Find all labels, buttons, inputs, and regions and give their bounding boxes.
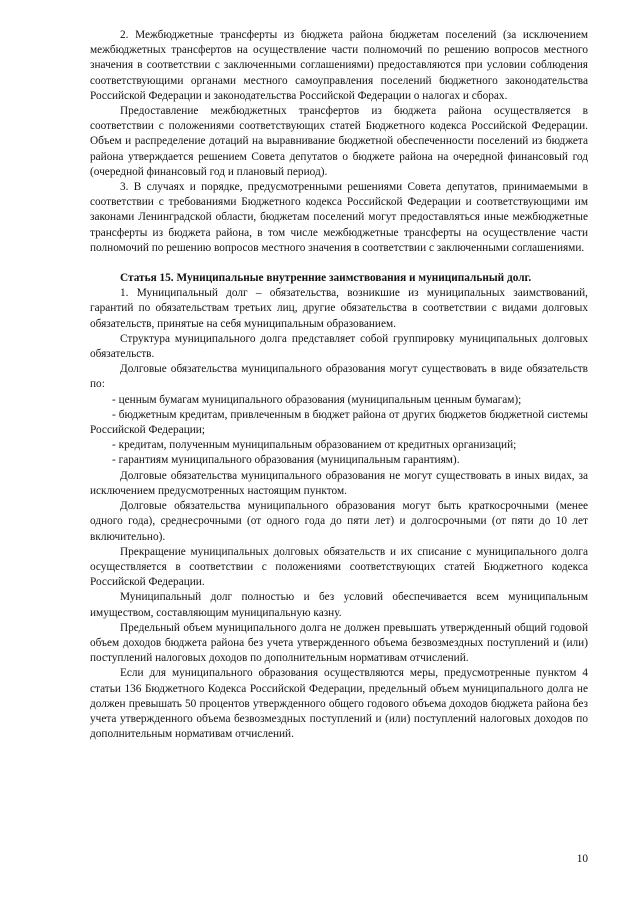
paragraph-section-3: 3. В случаях и порядке, предусмотренными решениями Совета депутатов, принимаемыми в соответствии с требованиями Бюджетного кодекса Российской Федерации и соответствующими им законами Ленинградской области, бюджетам поселений могут предоставляться иные межбюджетные трансферты из бюджета района, в том числе межбюджетные трансферты на осуществление части полномочий по решению вопросов местного значения в соответствии с заключенными соглашениями. — [90, 181, 588, 254]
paragraph-section-2: 2. Межбюджетные трансферты из бюджета района бюджетам поселений (за исключением межбюджетных трансфертов на осуществление части полномочий по решению вопросов местного значения в соответствии с заключенными соглашениями) предоставляются при условии соблюдения соответствующими органами местного самоуправления поселений бюджетного законодательства Российской Федерации и законодательства Российской Федерации о налогах и сборах. — [90, 29, 588, 102]
paragraph-debt-obligations-forms: Долговые обязательства муниципального образования могут существовать в виде обязательств по: — [90, 363, 588, 391]
article-15-title: Статья 15. Муниципальные внутренние заимствования и муниципальный долг. — [120, 272, 532, 285]
paragraph-debt-limit-special: Если для муниципального образования осуществляются меры, предусмотренные пунктом 4 статьи 136 Бюджетного Кодекса Российской Федерации, предельный объем муниципального долга не должен превышать 50 процентов утвержденного общего годового объема доходов бюджета района без учета утвержденного объема безвозмездных поступлений и (или) поступлений налоговых доходов по дополнительным нормативам отчислений. — [90, 667, 588, 741]
list-item: - кредитам, полученным муниципальным образованием от кредитных организаций; — [112, 439, 517, 452]
paragraph-debt-terms: Долговые обязательства муниципального образования могут быть краткосрочными (менее одного года), среднесрочными (от одного года до пяти лет) и долгосрочными (от пяти до 10 лет включительно). — [90, 500, 588, 543]
paragraph-municipal-debt-definition: 1. Муниципальный долг – обязательства, возникшие из муниципальных заимствований, гарантий по обязательствам третьих лиц, другие обязательства в соответствии с видами долговых обязательств, принятые на себя муниципальным образованием. — [90, 287, 588, 330]
paragraph-debt-termination: Прекращение муниципальных долговых обязательств и их списание с муниципального долга осуществляется в соответствии с положениями соответствующих статей Бюджетного кодекса Российской Федерации. — [90, 545, 588, 589]
paragraph-other-forms-excluded: Долговые обязательства муниципального образования не могут существовать в иных видах, за исключением предусмотренных настоящим пунктом. — [90, 469, 588, 497]
paragraph-transfers-provision: Предоставление межбюджетных трансфертов из бюджета района осуществляется в соответствии с положениями соответствующих статей Бюджетного кодекса Российской Федерации. Объем и распределение дотаций на выравнивание бюджетной обеспеченности поселений из бюджета района утверждается решением Совета депутатов о бюджете района на очередной финансовый год (очередной финансовый год и плановый период). — [90, 105, 588, 178]
paragraph-debt-security: Муниципальный долг полностью и без условий обеспечивается всем муниципальным имуществом, составляющим муниципальную казну. — [90, 591, 588, 619]
paragraph-debt-limit: Предельный объем муниципального долга не должен превышать утвержденный общий годовой объем доходов бюджета района без учета утвержденного объема безвозмездных поступлений и (или) поступлений налоговых доходов по дополнительным нормативам отчислений. — [90, 621, 588, 665]
list-item: - ценным бумагам муниципального образования (муниципальным ценным бумагам); — [112, 393, 522, 406]
page-number: 10 — [576, 853, 588, 865]
list-item: - бюджетным кредитам, привлеченным в бюджет района от других бюджетов бюджетной системы Российской Федерации; — [90, 408, 588, 437]
spacer — [90, 256, 588, 271]
paragraph-debt-structure: Структура муниципального долга представляет собой группировку муниципальных долговых обязательств. — [90, 332, 588, 361]
list-item: - гарантиям муниципального образования (муниципальным гарантиям). — [112, 454, 460, 467]
